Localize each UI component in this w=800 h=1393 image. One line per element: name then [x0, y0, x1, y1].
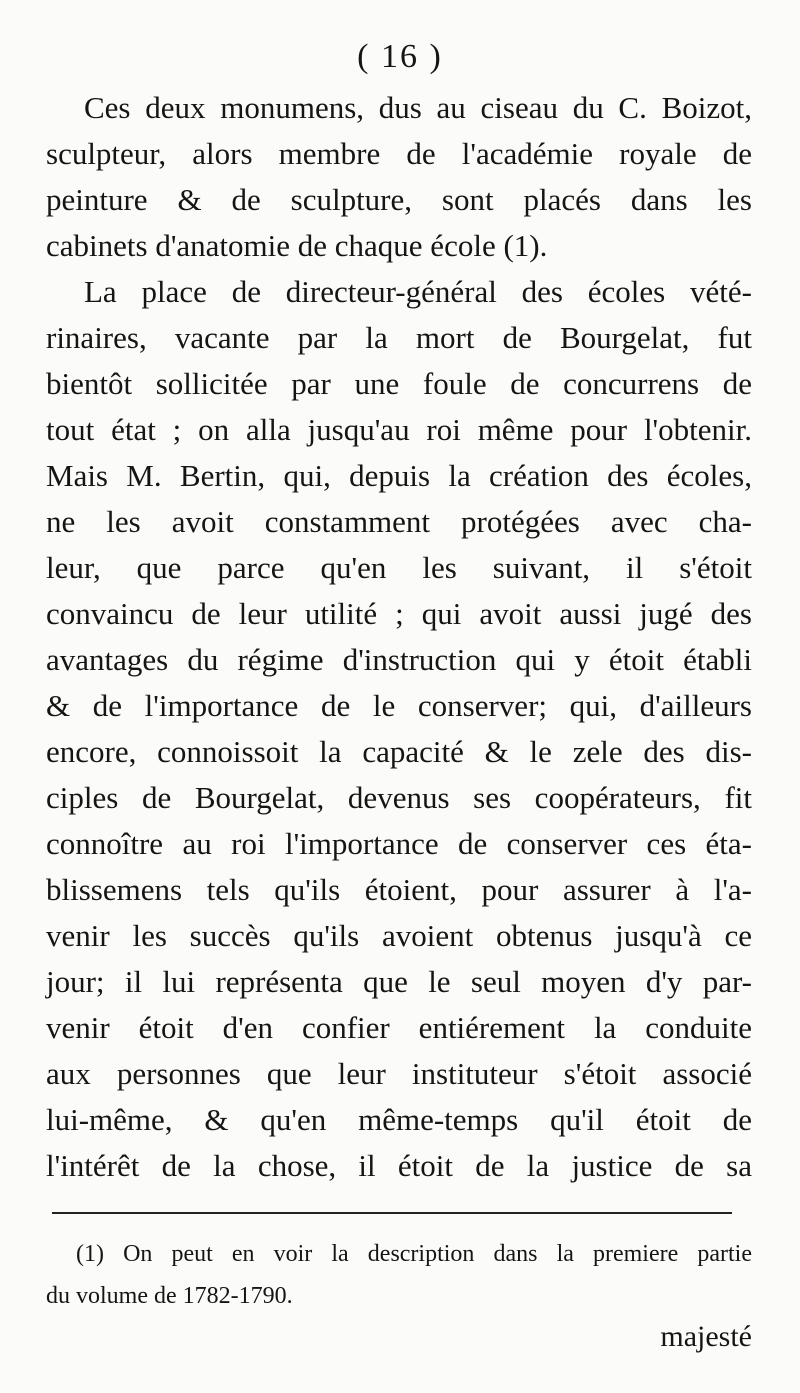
body-line: encore, connoissoit la capacité & le zele des dis- — [46, 734, 752, 769]
body-line: Mais M. Bertin, qui, depuis la création des écoles, — [46, 458, 752, 493]
body-line: avantages du régime d'instruction qui y étoit établi — [46, 642, 752, 677]
body-line: ciples de Bourgelat, devenus ses coopérateurs, fit — [46, 780, 752, 815]
body-line: venir étoit d'en confier entiérement la conduite — [46, 1010, 752, 1045]
body-line: convaincu de leur utilité ; qui avoit aussi jugé des — [46, 596, 752, 631]
body-line: blissemens tels qu'ils étoient, pour assurer à l'a- — [46, 872, 752, 907]
body-line: & de l'importance de le conserver; qui, d'ailleurs — [46, 688, 752, 723]
body-line: venir les succès qu'ils avoient obtenus jusqu'à ce — [46, 918, 752, 953]
body-line: bientôt sollicitée par une foule de concurrens de — [46, 366, 752, 401]
page-number: ( 16 ) — [357, 38, 443, 75]
body-line: peinture & de sculpture, sont placés dans les — [46, 182, 752, 217]
body-line: rinaires, vacante par la mort de Bourgelat, fut — [46, 320, 752, 355]
body-line: ne les avoit constamment protégées avec cha- — [46, 504, 752, 539]
body-line: Ces deux monumens, dus au ciseau du C. Boizot, — [84, 90, 752, 125]
body-line: jour; il lui représenta que le seul moyen d'y par- — [46, 964, 752, 999]
footnote-rule — [52, 1212, 732, 1214]
catchword: majesté — [660, 1320, 752, 1353]
body-line: l'intérêt de la chose, il étoit de la justice de sa — [46, 1148, 752, 1183]
body-line: sculpteur, alors membre de l'académie royale de — [46, 136, 752, 171]
body-line: lui-même, & qu'en même-temps qu'il étoit de — [46, 1102, 752, 1137]
body-line: cabinets d'anatomie de chaque école (1). — [46, 228, 548, 263]
footnote-line: (1) On peut en voir la description dans la premiere partie — [76, 1241, 752, 1267]
body-line: aux personnes que leur instituteur s'étoit associé — [46, 1056, 752, 1091]
body-line: La place de directeur-général des écoles vété- — [84, 274, 752, 309]
body-line: connoître au roi l'importance de conserver ces éta- — [46, 826, 752, 861]
footnote-line: du volume de 1782-1790. — [46, 1283, 293, 1309]
body-line: tout état ; on alla jusqu'au roi même pour l'obtenir. — [46, 412, 752, 447]
body-line: leur, que parce qu'en les suivant, il s'étoit — [46, 550, 752, 585]
